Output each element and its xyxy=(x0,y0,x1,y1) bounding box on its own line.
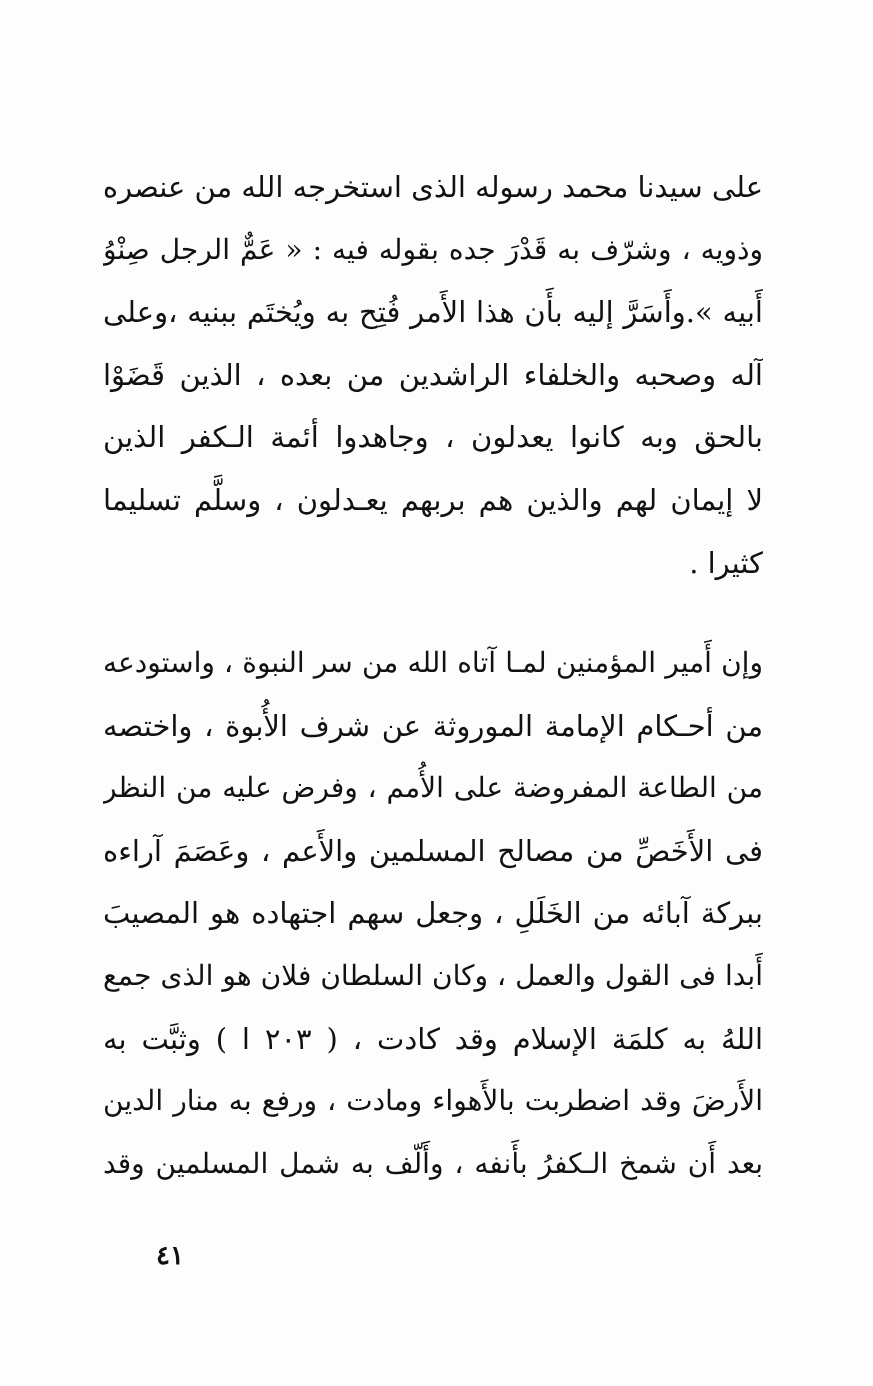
text-line: أَبيه ».وأَسَرَّ إليه بأَن هذا الأَمر فُتِح به ويُختَم ببنيه ،وعلى xyxy=(103,295,763,330)
text-line: كثيرا . xyxy=(689,545,763,580)
text-line: آله وصحبه والخلفاء الراشدين من بعده ، الذين قَضَوْا xyxy=(103,357,763,392)
paragraph-2 xyxy=(103,632,763,1195)
text-line: من أحـكام الإمامة الموروثة عن شرف الأُبوة ، واختصه xyxy=(103,708,763,743)
text-line: من الطاعة المفروضة على الأُمم ، وفرض عليه من النظر xyxy=(103,771,763,805)
text-line: وإن أَمير المؤمنين لمـا آتاه الله من سر النبوة ، واستودعه xyxy=(103,646,763,679)
text-line: الأَرضَ وقد اضطربت بالأَهواء ومادت ، ورفع به منار الدين xyxy=(103,1084,763,1118)
text-line: بالحق وبه كانوا يعدلون ، وجاهدوا أئمة الـكفر الذين xyxy=(103,420,763,455)
text-line: لا إيمان لهم والذين هم بربهم يعـدلون ، وسلَّم تسليما xyxy=(103,482,763,517)
page-number: ٤١ xyxy=(156,1241,184,1271)
text-line: ببركة آبائه من الخَلَلِ ، وجعل سهم اجتهاده هو المصيبَ xyxy=(103,896,763,931)
text-line: بعد أَن شمخ الـكفرُ بأَنفه ، وأَلّف به شمل المسلمين وقد xyxy=(103,1146,763,1180)
text-line: أَبدا فى القول والعمل ، وكان السلطان فلان هو الذى جمع xyxy=(103,958,763,992)
text-line: فى الأَخَصِّ من مصالح المسلمين والأَعم ، وعَصَمَ آراءه xyxy=(103,833,763,868)
text-line: اللهُ به كلمَة الإسلام وقد كادت ، ( ٢٠٣ ا ) وثبَّت به xyxy=(103,1021,763,1056)
paragraph-1 xyxy=(103,156,763,594)
text-line: وذويه ، وشرّف به قَدْرَ جده بقوله فيه : « عَمٌّ الرجل صِنْوُ xyxy=(103,232,763,266)
text-line: على سيدنا محمد رسوله الذى استخرجه الله من عنصره xyxy=(103,170,763,204)
